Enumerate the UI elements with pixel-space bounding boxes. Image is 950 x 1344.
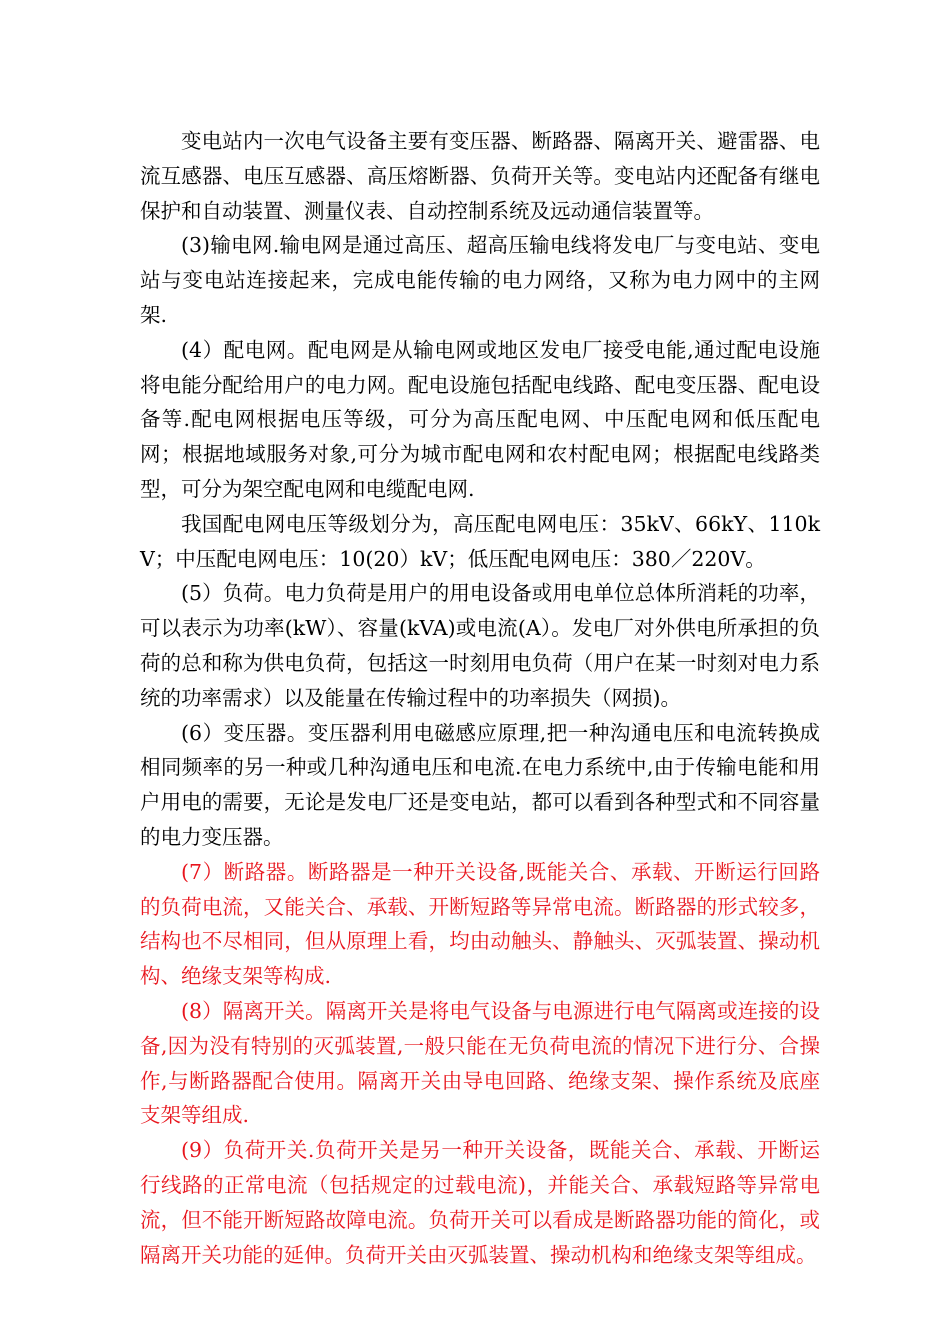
- paragraph-disconnector: (8）隔离开关。隔离开关是将电气设备与电源进行电气隔离或连接的设备,因为没有特别的灭弧装置,一般只能在无负荷电流的情况下进行分、合操作,与断路器配合使用。隔离开关由导电回路、绝缘支架、操作系统及底座支架等组成.: [140, 998, 820, 1128]
- paragraph-transformer: (6）变压器。变压器利用电磁感应原理,把一种沟通电压和电流转换成相同频率的另一种或几种沟通电压和电流.在电力系统中,由于传输电能和用户用电的需要，无论是发电厂还是变电站，都可以看到各种型式和不同容量的电力变压器。: [140, 720, 820, 849]
- paragraph-circuit-breaker: (7）断路器。断路器是一种开关设备,既能关合、承载、开断运行回路的负荷电流，又能关合、承载、开断短路等异常电流。断路器的形式较多，结构也不尽相同，但从原理上看，均由动触头、静触头、灭弧装置、操动机构、绝缘支架等构成.: [140, 859, 820, 989]
- paragraph-substation-equipment: 变电站内一次电气设备主要有变压器、断路器、隔离开关、避雷器、电流互感器、电压互感器、高压熔断器、负荷开关等。变电站内还配备有继电保护和自动装置、测量仪表、自动控制系统及远动通信装置等。: [140, 129, 820, 223]
- document-body: [140, 124, 820, 1272]
- paragraph-distribution-network: (4）配电网。配电网是从输电网或地区发电厂接受电能,通过配电设施将电能分配给用户的电力网。配电设施包括配电线路、配电变压器、配电设备等.配电网根据电压等级，可分为高压配电网、中压配电网和低压配电网；根据地域服务对象,可分为城市配电网和农村配电网；根据配电线路类型，可分为架空配电网和电缆配电网.: [140, 337, 820, 501]
- paragraph-transmission-network: (3)输电网.输电网是通过高压、超高压输电线将发电厂与变电站、变电站与变电站连接起来，完成电能传输的电力网络，又称为电力网中的主网架.: [140, 233, 820, 327]
- paragraph-load: (5）负荷。电力负荷是用户的用电设备或用电单位总体所消耗的功率，可以表示为功率(kW）、容量(kVA)或电流(A）。发电厂对外供电所承担的负荷的总和称为供电负荷，包括这一时刻用电负荷（用户在某一时刻对电力系统的功率需求）以及能量在传输过程中的功率损失（网损)。: [140, 581, 820, 710]
- paragraph-load-switch: (9）负荷开关.负荷开关是另一种开关设备，既能关合、承载、开断运行线路的正常电流（包括规定的过载电流)，并能关合、承载短路等异常电流，但不能开断短路故障电流。负荷开关可以看成是断路器功能的简化，或隔离开关功能的延伸。负荷开关由灭弧装置、操动机构和绝缘支架等组成。: [140, 1138, 820, 1267]
- paragraph-voltage-levels: 我国配电网电压等级划分为，高压配电网电压：35kV、66kY、110kV；中压配电网电压：10(20）kV；低压配电网电压：380／220V。: [140, 511, 820, 571]
